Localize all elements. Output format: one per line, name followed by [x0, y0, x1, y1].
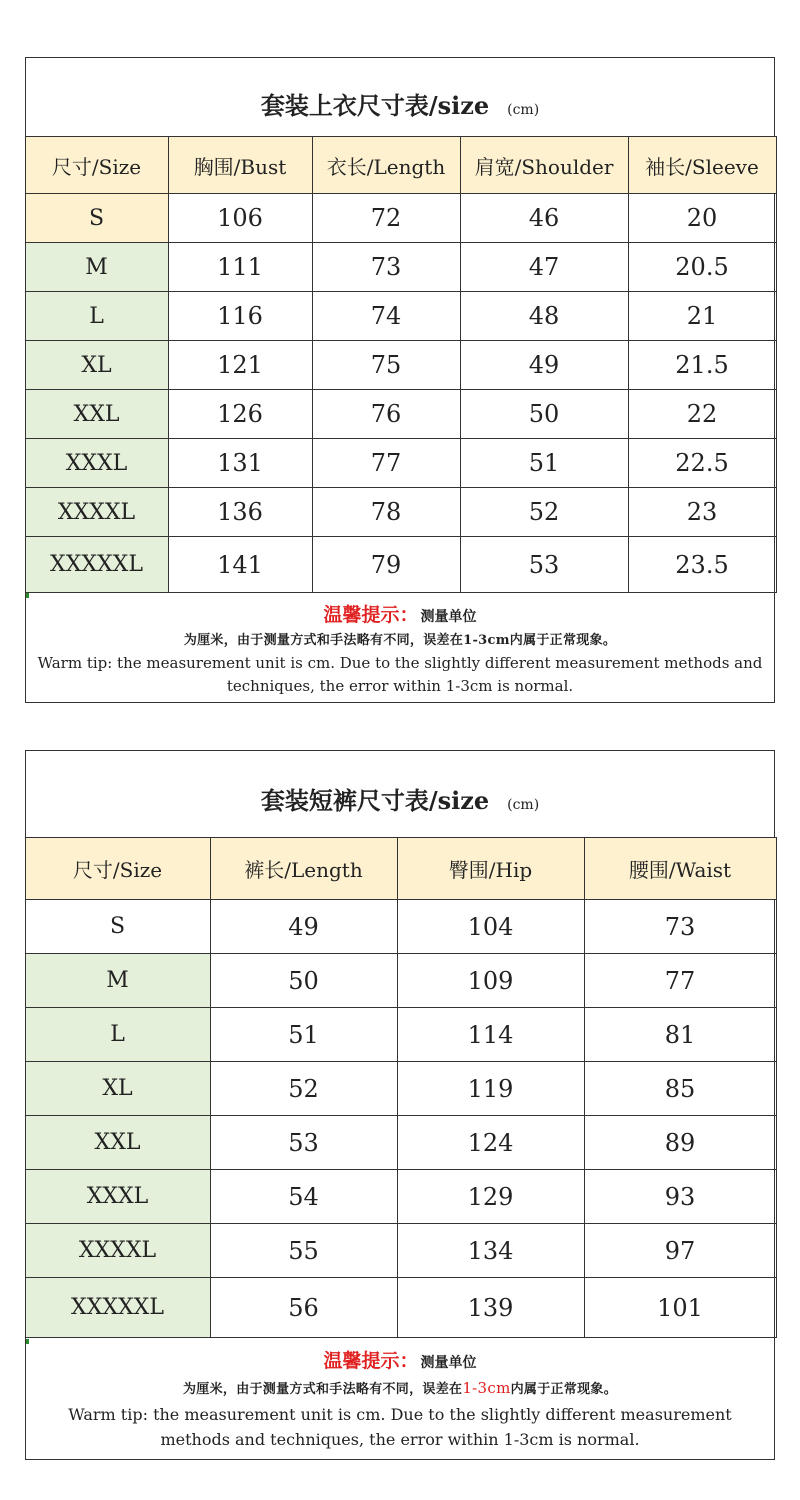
header-cell: 胸围/Bust [168, 137, 312, 194]
value-cell: 134 [397, 1224, 584, 1278]
size-cell: XXXXXL [25, 537, 168, 593]
header-cell: 裤长/Length [210, 838, 397, 900]
value-cell: 21 [628, 292, 776, 341]
table-row [25, 390, 776, 439]
table-row [25, 1278, 776, 1338]
bottom-chart-title [26, 781, 774, 816]
bottom-chart-title-text: 套装短裤尺寸表/size [260, 786, 490, 815]
top-corner-mark [26, 593, 29, 598]
value-cell: 119 [397, 1062, 584, 1116]
bottom-size-chart [25, 750, 775, 1460]
table-row [25, 1062, 776, 1116]
size-cell: XXXXL [25, 1224, 210, 1278]
value-cell: 20 [628, 194, 776, 243]
top-size-chart [25, 57, 775, 703]
value-cell: 121 [168, 341, 312, 390]
top-chart-title-text: 套装上衣尺寸表/size [260, 91, 490, 120]
value-cell: 97 [584, 1224, 776, 1278]
value-cell: 78 [312, 488, 460, 537]
table-row [25, 439, 776, 488]
value-cell: 53 [210, 1116, 397, 1170]
value-cell: 126 [168, 390, 312, 439]
value-cell: 124 [397, 1116, 584, 1170]
value-cell: 101 [584, 1278, 776, 1338]
bottom-tip-english: Warm tip: the measurement unit is cm. Due to the slightly different measurement methods and techniques, the error within 1-3cm is normal. [68, 1405, 732, 1449]
bottom-tip-line1 [26, 1349, 774, 1376]
table-row [25, 292, 776, 341]
value-cell: 22 [628, 390, 776, 439]
value-cell: 77 [312, 439, 460, 488]
bottom-size-table [25, 837, 777, 1338]
value-cell: 20.5 [628, 243, 776, 292]
header-cell: 腰围/Waist [584, 838, 776, 900]
table-row [25, 488, 776, 537]
value-cell: 106 [168, 194, 312, 243]
value-cell: 76 [312, 390, 460, 439]
size-cell: XXXXXL [25, 1278, 210, 1338]
table-row [25, 954, 776, 1008]
value-cell: 52 [460, 488, 628, 537]
bottom-tip-line2-red: 1-3cm [462, 1379, 511, 1397]
header-row [25, 838, 776, 900]
value-cell: 72 [312, 194, 460, 243]
top-tip-label: 温馨提示： [323, 604, 419, 626]
table-row [25, 900, 776, 954]
top-size-table [25, 136, 777, 593]
value-cell: 48 [460, 292, 628, 341]
value-cell: 23 [628, 488, 776, 537]
value-cell: 141 [168, 537, 312, 593]
value-cell: 75 [312, 341, 460, 390]
bottom-tip-line2-pre: 为厘米，由于测量方式和手法略有不同，误差在 [183, 1382, 463, 1397]
top-chart-title [26, 86, 774, 121]
top-tip-unit: 测量单位 [420, 609, 477, 625]
table-row [25, 1116, 776, 1170]
value-cell: 79 [312, 537, 460, 593]
size-cell: L [25, 292, 168, 341]
value-cell: 136 [168, 488, 312, 537]
value-cell: 55 [210, 1224, 397, 1278]
size-cell: XXL [25, 390, 168, 439]
size-cell: XXXXL [25, 488, 168, 537]
value-cell: 139 [397, 1278, 584, 1338]
value-cell: 109 [397, 954, 584, 1008]
table-row [25, 537, 776, 593]
table-row [25, 1170, 776, 1224]
value-cell: 49 [210, 900, 397, 954]
table-row [25, 1224, 776, 1278]
value-cell: 52 [210, 1062, 397, 1116]
value-cell: 111 [168, 243, 312, 292]
bottom-chart-unit: (cm) [507, 797, 540, 813]
value-cell: 46 [460, 194, 628, 243]
table-row [25, 243, 776, 292]
bottom-tip-unit: 测量单位 [420, 1355, 477, 1371]
value-cell: 74 [312, 292, 460, 341]
bottom-tip-line2 [26, 1376, 774, 1402]
value-cell: 22.5 [628, 439, 776, 488]
bottom-tip-label: 温馨提示： [323, 1350, 419, 1372]
value-cell: 116 [168, 292, 312, 341]
size-cell: XXXL [25, 439, 168, 488]
size-cell: S [25, 194, 168, 243]
top-chart-unit: (cm) [507, 102, 540, 118]
value-cell: 53 [460, 537, 628, 593]
header-cell: 尺寸/Size [25, 137, 168, 194]
top-tip-english: Warm tip: the measurement unit is cm. Due to the slightly different measurement methods and techniques, the error within 1-3cm is normal. [37, 654, 763, 695]
value-cell: 114 [397, 1008, 584, 1062]
table-row [25, 341, 776, 390]
value-cell: 49 [460, 341, 628, 390]
size-cell: XL [25, 341, 168, 390]
value-cell: 73 [312, 243, 460, 292]
size-cell: S [25, 900, 210, 954]
header-cell: 臀围/Hip [397, 838, 584, 900]
size-cell: M [25, 954, 210, 1008]
size-cell: L [25, 1008, 210, 1062]
value-cell: 54 [210, 1170, 397, 1224]
value-cell: 131 [168, 439, 312, 488]
value-cell: 50 [460, 390, 628, 439]
header-cell: 袖长/Sleeve [628, 137, 776, 194]
value-cell: 51 [460, 439, 628, 488]
bottom-tip-line2-post: 内属于正常现象。 [510, 1382, 617, 1397]
value-cell: 73 [584, 900, 776, 954]
bottom-corner-mark [26, 1339, 29, 1344]
value-cell: 81 [584, 1008, 776, 1062]
header-row [25, 137, 776, 194]
value-cell: 23.5 [628, 537, 776, 593]
size-cell: XXL [25, 1116, 210, 1170]
value-cell: 51 [210, 1008, 397, 1062]
header-cell: 衣长/Length [312, 137, 460, 194]
value-cell: 21.5 [628, 341, 776, 390]
value-cell: 129 [397, 1170, 584, 1224]
size-cell: XL [25, 1062, 210, 1116]
header-cell: 尺寸/Size [25, 838, 210, 900]
value-cell: 77 [584, 954, 776, 1008]
header-cell: 肩宽/Shoulder [460, 137, 628, 194]
value-cell: 104 [397, 900, 584, 954]
value-cell: 89 [584, 1116, 776, 1170]
top-tip-line2: 为厘米，由于测量方式和手法略有不同，误差在1-3cm内属于正常现象。 [183, 633, 617, 648]
top-warm-tip [26, 604, 774, 698]
value-cell: 85 [584, 1062, 776, 1116]
value-cell: 93 [584, 1170, 776, 1224]
bottom-warm-tip [26, 1349, 774, 1452]
size-cell: M [25, 243, 168, 292]
top-tip-line1 [26, 604, 774, 629]
value-cell: 47 [460, 243, 628, 292]
table-row [25, 1008, 776, 1062]
value-cell: 50 [210, 954, 397, 1008]
table-row [25, 194, 776, 243]
value-cell: 56 [210, 1278, 397, 1338]
size-cell: XXXL [25, 1170, 210, 1224]
